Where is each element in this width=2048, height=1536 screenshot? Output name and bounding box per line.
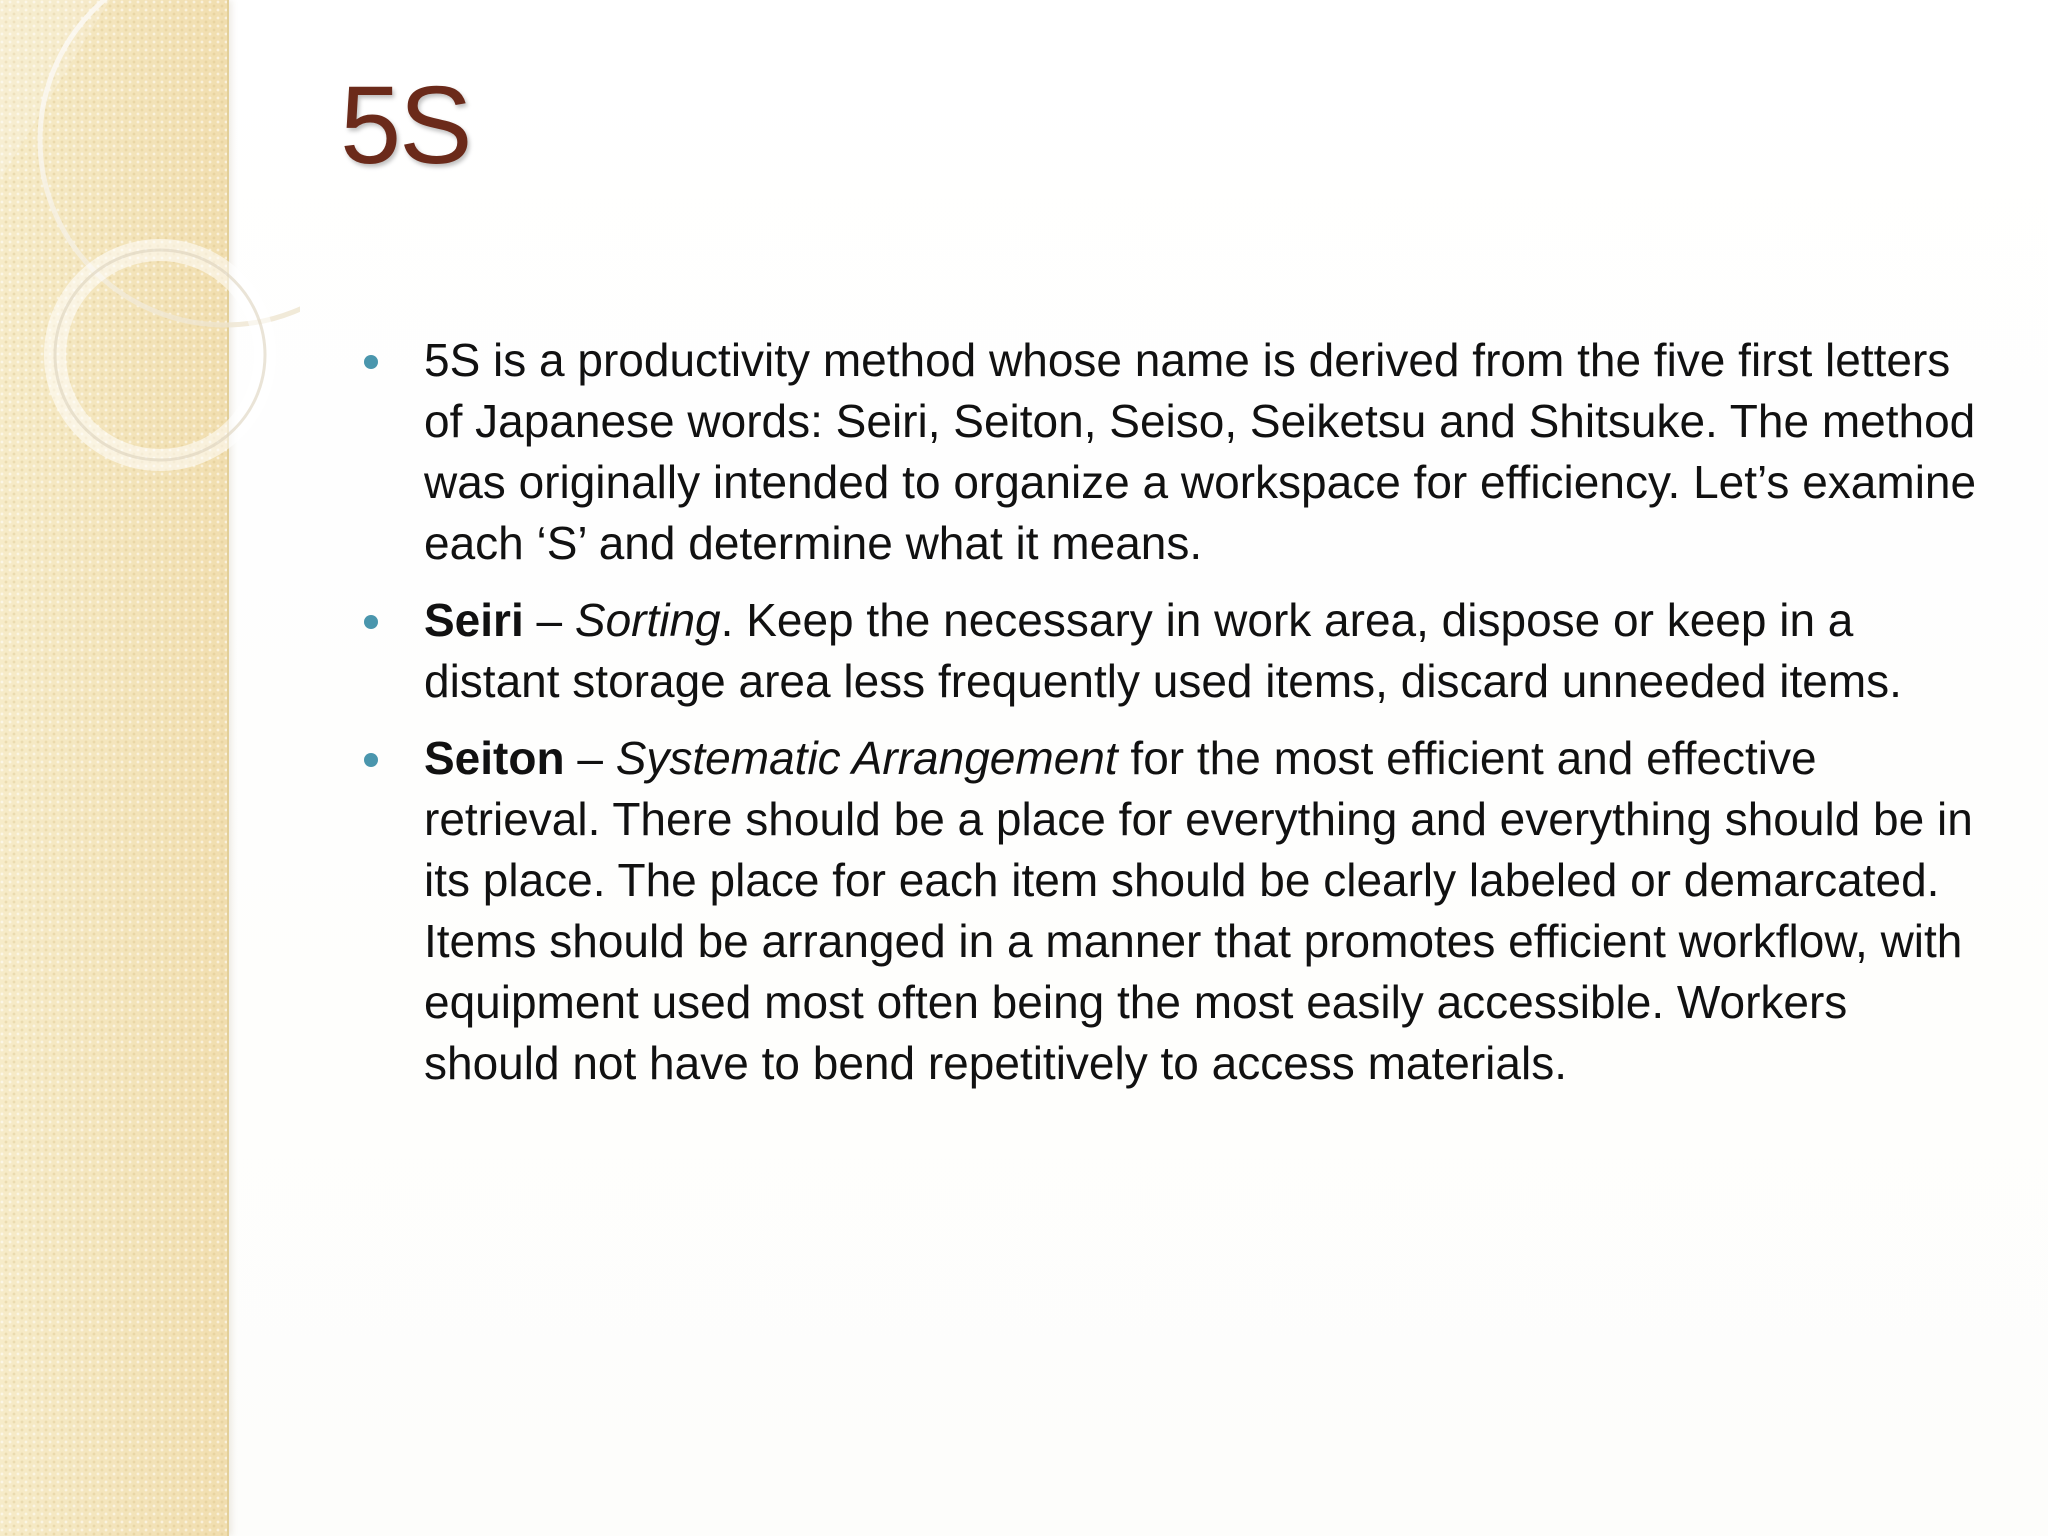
bullet-list: [350, 330, 1980, 1110]
slide-title: 5S: [340, 64, 471, 187]
bullet-item: [350, 728, 1980, 1094]
bullet-text: 5S is a productivity method whose name is derived from the five first letters of Japanese words: Seiri, Seiton, Seiso, Seiketsu and Shitsuke. The method was originally intended to organize a workspace for efficiency. Let’s examine each ‘S’ and determine what it means.: [424, 334, 1977, 569]
bullet-topic: Systematic Arrangement: [615, 732, 1118, 784]
bullet-item: [350, 590, 1980, 712]
bullet-separator: –: [564, 732, 616, 784]
bullet-term: Seiton: [424, 732, 565, 784]
bullet-dot-icon: [364, 355, 378, 369]
decorative-side-panel: [0, 0, 229, 1536]
bullet-dot-icon: [364, 753, 378, 767]
bullet-term: Seiri: [424, 594, 524, 646]
bullet-separator: –: [523, 594, 575, 646]
bullet-topic: Sorting: [574, 594, 721, 646]
bullet-item: [350, 330, 1980, 574]
bullet-text: . Keep the necessary in work area, dispose or keep in a distant storage area less frequently used items, discard unneeded items.: [424, 594, 1902, 707]
bullet-dot-icon: [364, 615, 378, 629]
bullet-text: for the most efficient and effective retrieval. There should be a place for everything and everything should be in its place. The place for each item should be clearly labeled or demarcated. Items should be arranged in a manner that promotes efficient workflow, with equipment used most often being the most easily accessible. Workers should not have to bend repetitively to access materials.: [424, 732, 1973, 1089]
